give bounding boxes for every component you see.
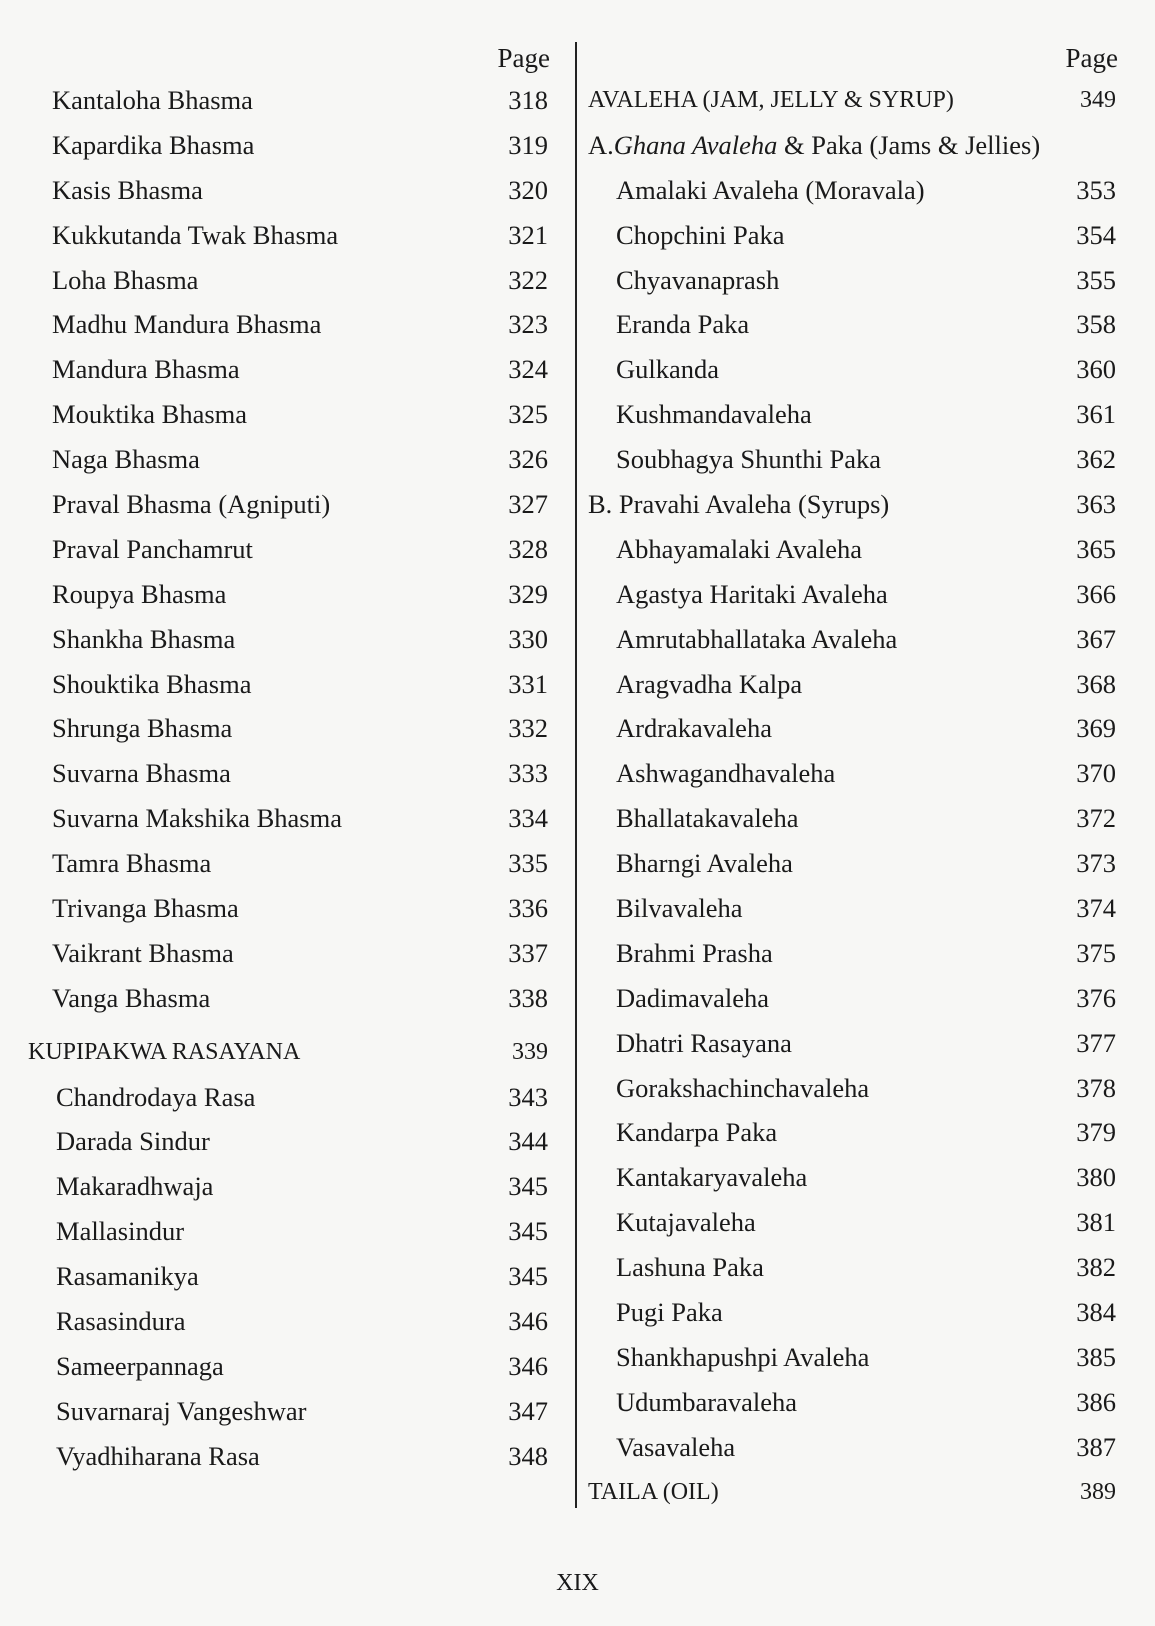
entry-page: 331 bbox=[508, 668, 548, 699]
section-heading-avaleha bbox=[588, 78, 1118, 123]
entry-title: Suvarna Makshika Bhasma bbox=[52, 803, 342, 834]
toc-entry bbox=[588, 886, 1118, 931]
entry-title: Tamra Bhasma bbox=[52, 848, 212, 879]
entry-page: 373 bbox=[1076, 848, 1116, 879]
entry-title: Ashwagandhavaleha bbox=[616, 758, 836, 789]
entry-page: 334 bbox=[508, 803, 548, 834]
entry-page: 353 bbox=[1076, 174, 1116, 205]
entry-page: 362 bbox=[1076, 444, 1116, 475]
entry-title: Makaradhwaja bbox=[56, 1171, 214, 1202]
entry-page: 347 bbox=[508, 1395, 548, 1426]
entry-page: 325 bbox=[508, 399, 548, 430]
entry-page: 379 bbox=[1076, 1117, 1116, 1148]
entry-page: 384 bbox=[1076, 1297, 1116, 1328]
entry-page: 386 bbox=[1076, 1386, 1116, 1417]
section-title: TAILA (OIL) bbox=[588, 1478, 719, 1505]
entry-title: Shankhapushpi Avaleha bbox=[616, 1341, 870, 1372]
entry-title: Bilvavaleha bbox=[616, 893, 743, 924]
toc-entry bbox=[588, 976, 1118, 1021]
entry-title: Abhayamalaki Avaleha bbox=[616, 533, 863, 564]
entry-title: Bhallatakavaleha bbox=[616, 803, 799, 834]
entry-page: 385 bbox=[1076, 1341, 1116, 1372]
toc-entry bbox=[588, 1335, 1118, 1380]
entry-page: 372 bbox=[1076, 803, 1116, 834]
entry-title: Shankha Bhasma bbox=[52, 623, 236, 654]
entry-page: 368 bbox=[1076, 668, 1116, 699]
toc-entry bbox=[588, 662, 1118, 707]
toc-entry bbox=[28, 841, 550, 886]
entry-title: Gorakshachinchavaleha bbox=[616, 1072, 870, 1103]
entry-title: Mallasindur bbox=[56, 1216, 185, 1247]
section-heading-taila bbox=[588, 1470, 1118, 1515]
toc-entry bbox=[588, 1110, 1118, 1155]
toc-entry bbox=[28, 302, 550, 347]
toc-entry bbox=[588, 841, 1118, 886]
entry-title: Kantakaryavaleha bbox=[616, 1162, 808, 1193]
entry-title: Suvarna Bhasma bbox=[52, 758, 231, 789]
entry-title: Praval Panchamrut bbox=[52, 533, 253, 564]
toc-entry bbox=[28, 1119, 550, 1164]
section-title: KUPIPAKWA RASAYANA bbox=[28, 1038, 301, 1065]
toc-entry bbox=[28, 392, 550, 437]
entry-title: Kutajavaleha bbox=[616, 1207, 756, 1238]
entry-page: 382 bbox=[1076, 1252, 1116, 1283]
left-column bbox=[28, 38, 550, 1479]
toc-entry bbox=[588, 1290, 1118, 1335]
section-page: 349 bbox=[1080, 87, 1116, 113]
entry-title: Loha Bhasma bbox=[52, 264, 199, 295]
toc-entry bbox=[588, 258, 1118, 303]
entry-title: Udumbaravaleha bbox=[616, 1386, 797, 1417]
entry-page: 318 bbox=[508, 85, 548, 115]
entry-title: Mouktika Bhasma bbox=[52, 399, 248, 430]
entry-page: 322 bbox=[508, 264, 548, 295]
page-column-heading: Page bbox=[1065, 43, 1118, 73]
entry-page: 345 bbox=[508, 1171, 548, 1202]
toc-entry bbox=[28, 258, 550, 303]
toc-entry bbox=[28, 572, 550, 617]
entry-title: Rasamanikya bbox=[56, 1261, 199, 1292]
toc-entry bbox=[588, 1380, 1118, 1425]
entry-title: Eranda Paka bbox=[616, 309, 750, 340]
toc-entry bbox=[28, 886, 550, 931]
toc-entry bbox=[28, 1389, 550, 1434]
subsection-heading-b bbox=[588, 482, 1118, 527]
toc-entry bbox=[588, 392, 1118, 437]
entry-page: 348 bbox=[508, 1440, 548, 1471]
entry-title: Kukkutanda Twak Bhasma bbox=[52, 219, 339, 250]
entry-page: 326 bbox=[508, 444, 548, 475]
pravahi-avaleha-list bbox=[588, 527, 1118, 1470]
toc-entry bbox=[28, 347, 550, 392]
entry-page: 333 bbox=[508, 758, 548, 789]
entry-title: Kantaloha Bhasma bbox=[52, 85, 253, 115]
entry-page: 321 bbox=[508, 219, 548, 250]
toc-entry bbox=[28, 437, 550, 482]
toc-entry bbox=[28, 482, 550, 527]
entry-page: 354 bbox=[1076, 219, 1116, 250]
toc-entry bbox=[28, 1254, 550, 1299]
ghana-avaleha-list bbox=[588, 168, 1118, 482]
toc-entry bbox=[588, 1021, 1118, 1066]
subsection-title: B. Pravahi Avaleha (Syrups) bbox=[588, 489, 890, 520]
toc-entry bbox=[28, 976, 550, 1021]
section-page: 389 bbox=[1080, 1478, 1116, 1505]
entry-page: 366 bbox=[1076, 578, 1116, 609]
toc-entry bbox=[28, 662, 550, 707]
entry-page: 361 bbox=[1076, 399, 1116, 430]
subsection-italic: Ghana Avaleha bbox=[613, 129, 778, 160]
entry-page: 324 bbox=[508, 354, 548, 385]
entry-title: Kushmandavaleha bbox=[616, 399, 812, 430]
toc-entry bbox=[588, 527, 1118, 572]
entry-title: Ardrakavaleha bbox=[616, 713, 772, 744]
entry-title: Praval Bhasma (Agniputi) bbox=[52, 489, 331, 520]
entry-title: Sameerpannaga bbox=[56, 1350, 224, 1381]
entry-title: Naga Bhasma bbox=[52, 444, 200, 475]
entry-title: Chandrodaya Rasa bbox=[56, 1081, 256, 1112]
entry-page: 328 bbox=[508, 533, 548, 564]
toc-entry bbox=[588, 347, 1118, 392]
entry-page: 337 bbox=[508, 937, 548, 968]
toc-entry bbox=[588, 617, 1118, 662]
entry-title: Vasavaleha bbox=[616, 1431, 736, 1462]
entry-page: 358 bbox=[1076, 309, 1116, 340]
entry-page: 344 bbox=[508, 1126, 548, 1157]
entry-page: 332 bbox=[508, 713, 548, 744]
entry-title: Bharngi Avaleha bbox=[616, 848, 793, 879]
toc-entry bbox=[588, 706, 1118, 751]
entry-page: 336 bbox=[508, 893, 548, 924]
toc-entry bbox=[588, 168, 1118, 213]
toc-entry bbox=[588, 213, 1118, 258]
toc-entry bbox=[588, 1200, 1118, 1245]
toc-entry bbox=[28, 1075, 550, 1120]
rasayana-list bbox=[28, 1075, 550, 1479]
toc-entry bbox=[28, 168, 550, 213]
entry-page: 375 bbox=[1076, 937, 1116, 968]
entry-page: 369 bbox=[1076, 713, 1116, 744]
entry-page: 319 bbox=[508, 129, 548, 160]
toc-entry bbox=[28, 1344, 550, 1389]
toc-entry bbox=[28, 796, 550, 841]
entry-title: Aragvadha Kalpa bbox=[616, 668, 803, 699]
toc-entry bbox=[28, 617, 550, 662]
page-number-footer: XIX bbox=[556, 1570, 599, 1596]
toc-entry bbox=[28, 706, 550, 751]
entry-page: 367 bbox=[1076, 623, 1116, 654]
toc-entry bbox=[588, 796, 1118, 841]
subsection-rest: & Paka (Jams & Jellies) bbox=[777, 129, 1041, 160]
toc-entry bbox=[588, 1425, 1118, 1470]
entry-page: 374 bbox=[1076, 893, 1116, 924]
toc-entry bbox=[588, 1155, 1118, 1200]
entry-title: Shrunga Bhasma bbox=[52, 713, 233, 744]
toc-entry bbox=[28, 213, 550, 258]
toc-entry bbox=[28, 1209, 550, 1254]
toc-entry bbox=[28, 1164, 550, 1209]
toc-entry bbox=[588, 1066, 1118, 1111]
entry-title: Kasis Bhasma bbox=[52, 174, 203, 205]
entry-page: 387 bbox=[1076, 1431, 1116, 1462]
subsection-heading-a bbox=[588, 123, 1118, 168]
entry-page: 345 bbox=[508, 1216, 548, 1247]
entry-title: Pugi Paka bbox=[616, 1297, 723, 1328]
subsection-page: 363 bbox=[1076, 489, 1116, 520]
entry-page: 346 bbox=[508, 1306, 548, 1337]
entry-title: Trivanga Bhasma bbox=[52, 893, 239, 924]
bhasma-list bbox=[28, 78, 550, 1021]
entry-title: Soubhagya Shunthi Paka bbox=[616, 444, 881, 475]
entry-page: 338 bbox=[508, 982, 548, 1013]
entry-title: Roupya Bhasma bbox=[52, 578, 227, 609]
entry-page: 320 bbox=[508, 174, 548, 205]
toc-entry bbox=[28, 931, 550, 976]
section-page: 339 bbox=[512, 1038, 548, 1065]
toc-entry bbox=[28, 751, 550, 796]
entry-title: Kapardika Bhasma bbox=[52, 129, 255, 160]
subsection-title bbox=[588, 123, 1040, 168]
entry-page: 377 bbox=[1076, 1027, 1116, 1058]
section-title: AVALEHA (JAM, JELLY & SYRUP) bbox=[588, 87, 954, 113]
entry-title: Chopchini Paka bbox=[616, 219, 785, 250]
entry-page: 381 bbox=[1076, 1207, 1116, 1238]
entry-title: Amrutabhallataka Avaleha bbox=[616, 623, 898, 654]
entry-title: Madhu Mandura Bhasma bbox=[52, 309, 322, 340]
entry-title: Dadimavaleha bbox=[616, 982, 770, 1013]
entry-title: Vanga Bhasma bbox=[52, 982, 211, 1013]
column-divider bbox=[575, 42, 577, 1508]
toc-entry bbox=[588, 572, 1118, 617]
entry-title: Suvarnaraj Vangeshwar bbox=[56, 1395, 307, 1426]
toc-entry bbox=[588, 302, 1118, 347]
entry-title: Darada Sindur bbox=[56, 1126, 210, 1157]
entry-title: Vyadhiharana Rasa bbox=[56, 1440, 260, 1471]
entry-page: 330 bbox=[508, 623, 548, 654]
entry-title: Brahmi Prasha bbox=[616, 937, 773, 968]
entry-title: Vaikrant Bhasma bbox=[52, 937, 234, 968]
entry-page: 327 bbox=[508, 489, 548, 520]
entry-page: 329 bbox=[508, 578, 548, 609]
section-heading-kupipakwa bbox=[28, 1030, 550, 1075]
entry-title: Agastya Haritaki Avaleha bbox=[616, 578, 888, 609]
entry-title: Chyavanaprash bbox=[616, 264, 780, 295]
toc-entry bbox=[588, 751, 1118, 796]
toc-entry bbox=[28, 1434, 550, 1479]
toc-entry bbox=[588, 1245, 1118, 1290]
entry-page: 346 bbox=[508, 1350, 548, 1381]
entry-title: Gulkanda bbox=[616, 354, 720, 385]
toc-entry bbox=[28, 1299, 550, 1344]
toc-entry bbox=[28, 123, 550, 168]
entry-page: 380 bbox=[1076, 1162, 1116, 1193]
subsection-prefix: A. bbox=[588, 129, 614, 160]
entry-page: 355 bbox=[1076, 264, 1116, 295]
entry-page: 365 bbox=[1076, 533, 1116, 564]
page-column-heading: Page bbox=[497, 43, 550, 73]
toc-entry bbox=[28, 78, 550, 123]
entry-page: 343 bbox=[508, 1081, 548, 1112]
entry-title: Lashuna Paka bbox=[616, 1252, 764, 1283]
entry-page: 345 bbox=[508, 1261, 548, 1292]
toc-entry bbox=[588, 437, 1118, 482]
entry-title: Shouktika Bhasma bbox=[52, 668, 252, 699]
entry-title: Amalaki Avaleha (Moravala) bbox=[616, 174, 925, 205]
entry-title: Kandarpa Paka bbox=[616, 1117, 778, 1148]
entry-page: 378 bbox=[1076, 1072, 1116, 1103]
entry-page: 370 bbox=[1076, 758, 1116, 789]
toc-entry bbox=[28, 527, 550, 572]
entry-page: 360 bbox=[1076, 354, 1116, 385]
entry-title: Dhatri Rasayana bbox=[616, 1027, 792, 1058]
entry-title: Mandura Bhasma bbox=[52, 354, 240, 385]
entry-title: Rasasindura bbox=[56, 1306, 186, 1337]
entry-page: 335 bbox=[508, 848, 548, 879]
entry-page: 376 bbox=[1076, 982, 1116, 1013]
entry-page: 323 bbox=[508, 309, 548, 340]
right-column bbox=[588, 38, 1118, 1515]
toc-entry bbox=[588, 931, 1118, 976]
